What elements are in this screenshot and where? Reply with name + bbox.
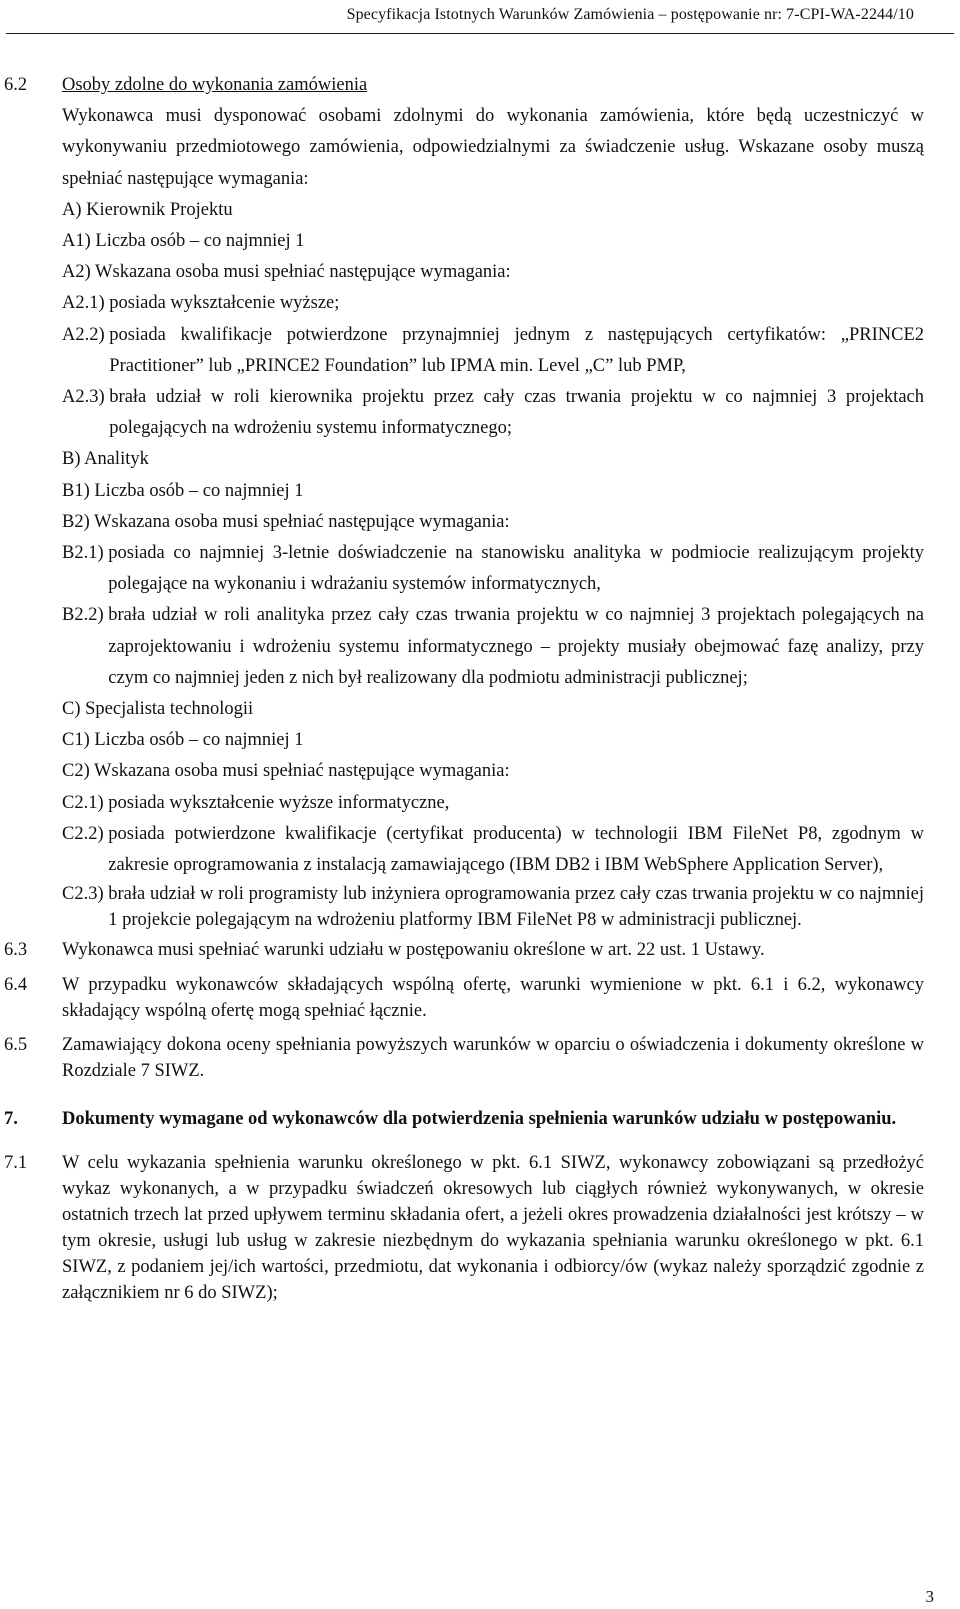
item-text: posiada kwalifikacje potwierdzone przynajmniej jednym z następujących certyfikatów: „PRINCE2 Practitioner” lub „PRINCE2 Foundation” lub IPMA min. Level „C” lub PMP,: [109, 324, 924, 376]
section-7-1: [4, 1150, 924, 1306]
section-text: Wykonawca musi spełniać warunki udziału w postępowaniu określone w art. 22 ust. 1 Ustawy.: [62, 940, 765, 961]
section-number: 6.4: [4, 975, 28, 996]
req-b2: B2) Wskazana osoba musi spełniać następujące wymagania:: [62, 511, 510, 532]
role-c: C) Specjalista technologii: [62, 699, 254, 720]
section-7: [4, 1106, 924, 1132]
section-6-2: [4, 70, 924, 101]
item-label: B2.2): [62, 605, 109, 626]
section-text: W celu wykazania spełnienia warunku określonego w pkt. 6.1 SIWZ, wykonawcy zobowiązani są przedłożyć wykaz wykonanych, a w przypadku świadczeń okresowych lub ciągłych również wykonywanych, w okresie ostatnich trzech lat przed upływem terminu składania ofert, a jeżeli okres prowadzenia działalności jest krótszy – w tym okresie, usługi lub usług w zakresie niezbędnym do wykazania spełniania warunku określonego w pkt. 6.1 SIWZ, z podaniem jej/ich wartości, przedmiotu, dat wykonania i odbiorcy/ów (wykaz należy sporządzić zgodnie z załącznikiem nr 6 do SIWZ);: [62, 1153, 924, 1304]
section-number: 6.5: [4, 1035, 28, 1056]
item-label: A2.2): [62, 324, 110, 345]
req-c2-2: [62, 819, 924, 881]
item-label: C2.2): [62, 823, 109, 844]
section-text: W przypadku wykonawców składających wspólną ofertę, warunki wymienione w pkt. 6.1 i 6.2, wykonawcy składający wspólną ofertę mogą spełniać łącznie.: [62, 975, 924, 1022]
header-rule: [6, 33, 954, 34]
item-label: C2.3): [62, 884, 109, 905]
item-text: posiada potwierdzone kwalifikacje (certyfikat producenta) w technologii IBM FileNet P8, zgodnym w zakresie oprogramowania z instalacją zamawiającego (IBM DB2 i IBM WebSphere Application Server),: [108, 823, 924, 876]
req-a2-2: [62, 320, 924, 382]
req-a1: A1) Liczba osób – co najmniej 1: [62, 231, 305, 252]
section-title: Osoby zdolne do wykonania zamówienia: [62, 75, 368, 95]
req-c2-1: C2.1) posiada wykształcenie wyższe informatyczne,: [62, 792, 450, 813]
section-6-4: [4, 972, 924, 1024]
item-text: brała udział w roli analityka przez cały czas trwania projektu w co najmniej 3 projektach polegających na zaprojektowaniu i wdrożeniu systemu informatycznego – projekty musiały obejmować fazę analizy, przy czym co najmniej jeden z nich był realizowany dla podmiotu administracji publicznej;: [108, 605, 924, 688]
req-a2-1: A2.1) posiada wykształcenie wyższe;: [62, 293, 340, 314]
role-a: A) Kierownik Projektu: [62, 199, 233, 220]
section-number: 6.3: [4, 940, 28, 961]
role-b: B) Analityk: [62, 449, 149, 470]
section-number: 6.2: [4, 75, 28, 95]
page-number: 3: [925, 1587, 934, 1606]
req-c2: C2) Wskazana osoba musi spełniać następujące wymagania:: [62, 761, 510, 782]
section-6-3: [4, 935, 924, 966]
page-header: Specyfikacja Istotnych Warunków Zamówienia – postępowanie nr: 7-CPI-WA-2244/10: [346, 6, 914, 23]
section-6-5: [4, 1032, 924, 1084]
section-number: 7.1: [4, 1153, 28, 1174]
req-a2: A2) Wskazana osoba musi spełniać następujące wymagania:: [62, 262, 511, 283]
req-b1: B1) Liczba osób – co najmniej 1: [62, 480, 304, 501]
req-c2-3: [62, 881, 924, 933]
section-intro: Wykonawca musi dysponować osobami zdolnymi do wykonania zamówienia, które będą uczestniczyć w wykonywaniu przedmiotowego zamówienia, odpowiedzialnymi za świadczenie usług. Wskazane osoby muszą spełniać następujące wymagania:: [62, 106, 924, 189]
section-number: 7.: [4, 1109, 18, 1130]
item-label: A2.3): [62, 387, 110, 408]
item-label: B2.1): [62, 543, 109, 564]
section-text: Zamawiający dokona oceny spełniania powyższych warunków w oparciu o oświadczenia i dokumenty określone w Rozdziale 7 SIWZ.: [62, 1035, 924, 1082]
item-text: brała udział w roli kierownika projektu przez cały czas trwania projektu w co najmniej 3 projektach polegających na wdrożeniu systemu informatycznego;: [109, 387, 924, 439]
req-c1: C1) Liczba osób – co najmniej 1: [62, 730, 304, 751]
req-b2-1: [62, 538, 924, 600]
section-title: Dokumenty wymagane od wykonawców dla potwierdzenia spełnienia warunków udziału w postępowaniu.: [62, 1109, 897, 1130]
document-body: [4, 70, 924, 1306]
item-text: posiada co najmniej 3-letnie doświadczenie na stanowisku analityka w podmiocie realizującym projekty polegające na wykonaniu i wdrażaniu systemów informatycznych,: [108, 543, 924, 595]
item-text: brała udział w roli programisty lub inżyniera oprogramowania przez cały czas trwania projektu w co najmniej 1 projekcie polegającym na wdrożeniu platformy IBM FileNet P8 w administracji publicznej.: [108, 884, 924, 931]
req-b2-2: [62, 600, 924, 694]
req-a2-3: [62, 382, 924, 444]
